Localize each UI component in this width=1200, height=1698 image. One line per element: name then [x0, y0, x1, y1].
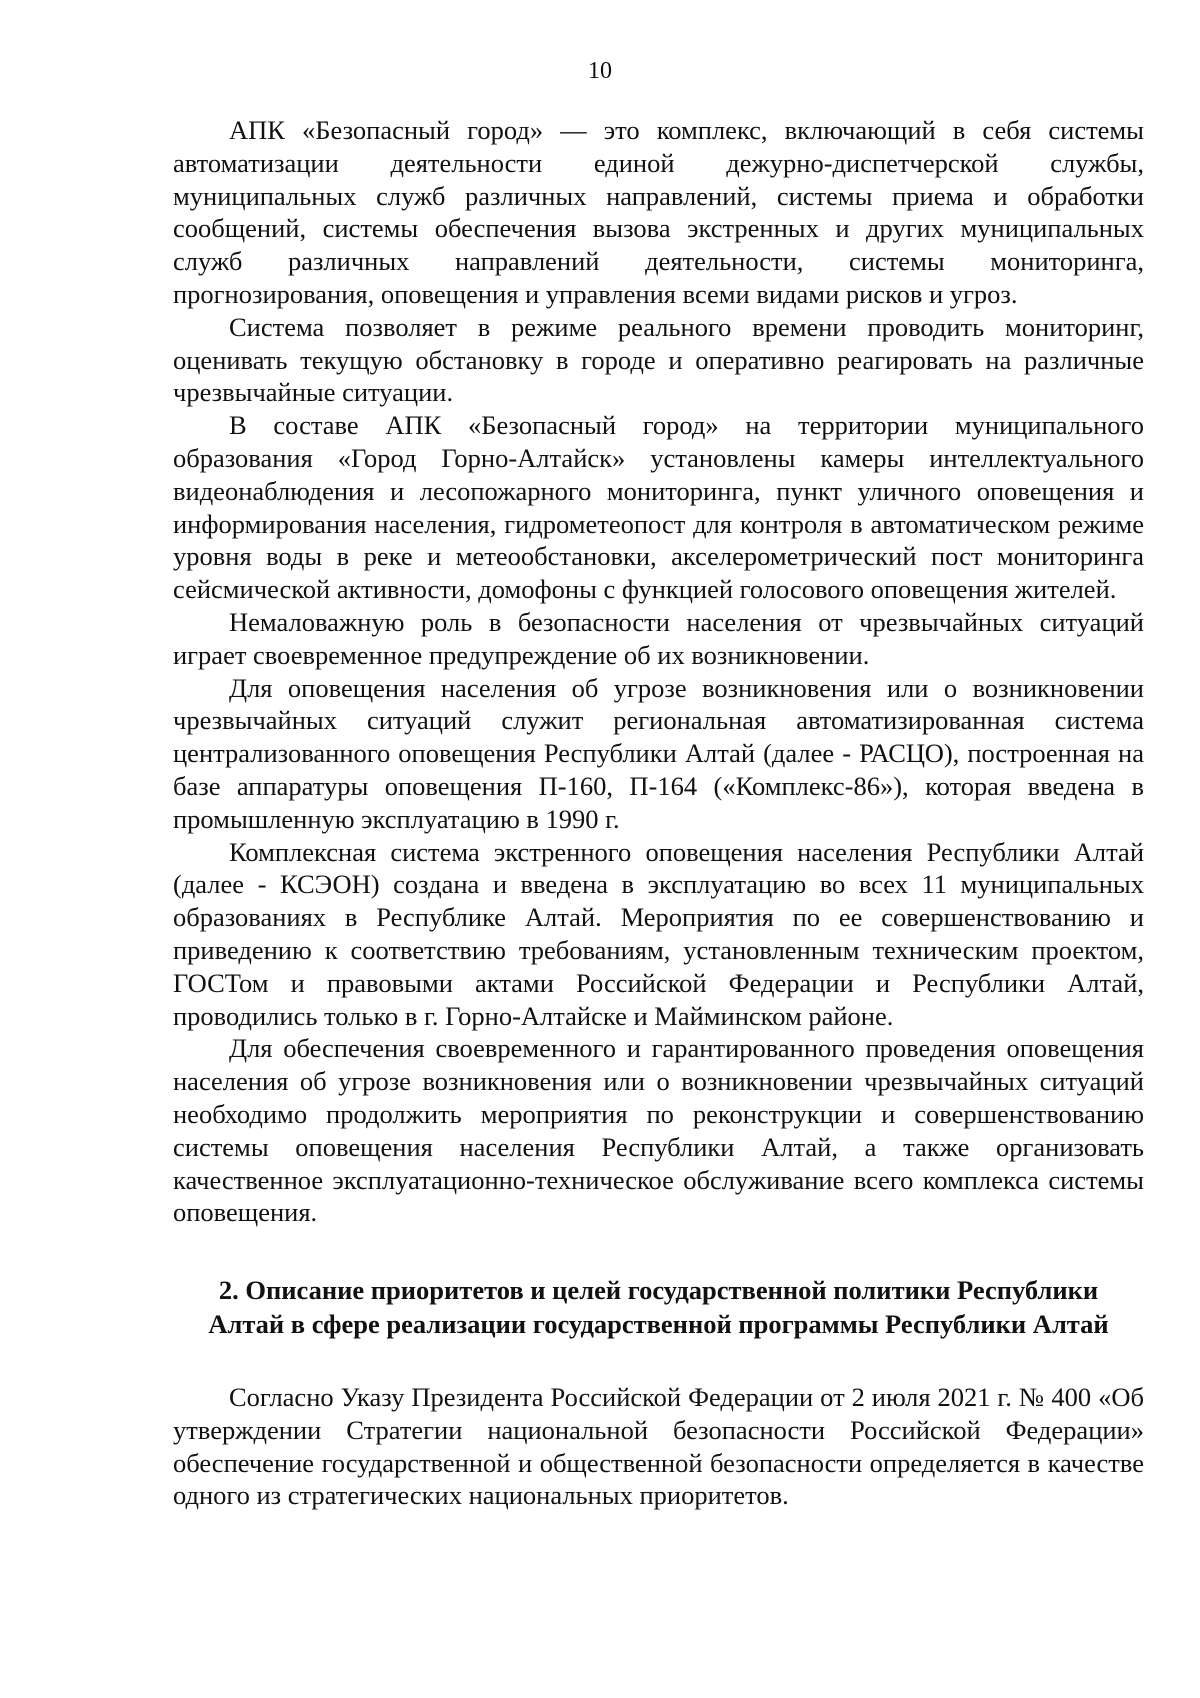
- paragraph-bezopasny-gorod: АПК «Безопасный город» — это комплекс, включающий в себя системы автоматизации деятельности единой дежурно-диспетчерской службы, муниципальных служб различных направлений, системы приема и обработки сообщений, системы обеспечения вызова экстренных и других муниципальных служб различных направлений деятельности, системы мониторинга, прогнозирования, оповещения и управления всеми видами рисков и угроз.: [173, 115, 1144, 309]
- paragraph-kseon: Комплексная система экстренного оповещения населения Республики Алтай (далее - КСЭОН) создана и введена в эксплуатацию во всех 11 муниципальных образованиях в Республике Алтай. Мероприятия по ее совершенствованию и приведению к соответствию требованиям, установленным техническим проектом, ГОСТом и правовыми актами Российской Федерации и Республики Алтай, проводились только в г. Горно-Алтайске и Майминском районе.: [173, 836, 1144, 1031]
- paragraph-national-security-strategy: Согласно Указу Президента Российской Федерации от 2 июля 2021 г. № 400 «Об утверждении Стратегии национальной безопасности Российской Федерации» обеспечение государственной и общественной безопасности определяется в качестве одного из стратегических национальных приоритетов.: [173, 1382, 1144, 1511]
- paragraph-warning-importance: Немаловажную роль в безопасности населения от чрезвычайных ситуаций играет своевременное предупреждение об их возникновении.: [173, 606, 1144, 670]
- paragraph-rasco: Для оповещения населения об угрозе возникновения или о возникновении чрезвычайных ситуаций служит региональная автоматизированная система централизованного оповещения Республики Алтай (далее - РАСЦО), построенная на базе аппаратуры оповещения П-160, П-164 («Комплекс-86»), которая введена в промышленную эксплуатацию в 1990 г.: [173, 672, 1144, 834]
- paragraph-monitoring-system: Система позволяет в режиме реального времени проводить мониторинг, оценивать текущую обстановку в городе и оперативно реагировать на различные чрезвычайные ситуации.: [173, 311, 1144, 408]
- section-heading-line-2: Алтай в сфере реализации государственной программы Республики Алтай: [208, 1309, 1109, 1340]
- section-heading-line-1: 2. Описание приоритетов и целей государственной политики Республики: [218, 1275, 1099, 1306]
- paragraph-gorno-altaysk-equipment: В составе АПК «Безопасный город» на территории муниципального образования «Город Горно-Алтайск» установлены камеры интеллектуального видеонаблюдения и лесопожарного мониторинга, пункт уличного оповещения и информирования населения, гидрометеопост для контроля в автоматическом режиме уровня воды в реке и метеообстановки, акселерометрический пост мониторинга сейсмической активности, домофоны с функцией голосового оповещения жителей.: [173, 410, 1144, 605]
- paragraph-reconstruction: Для обеспечения своевременного и гарантированного проведения оповещения населения об угрозе возникновения или о возникновении чрезвычайных ситуаций необходимо продолжить мероприятия по реконструкции и совершенствованию системы оповещения населения Республики Алтай, а также организовать качественное эксплуатационно-техническое обслуживание всего комплекса системы оповещения.: [173, 1033, 1144, 1228]
- section-heading: [173, 1273, 1144, 1341]
- page-number: 10: [588, 58, 612, 84]
- document-body: [173, 114, 1144, 1512]
